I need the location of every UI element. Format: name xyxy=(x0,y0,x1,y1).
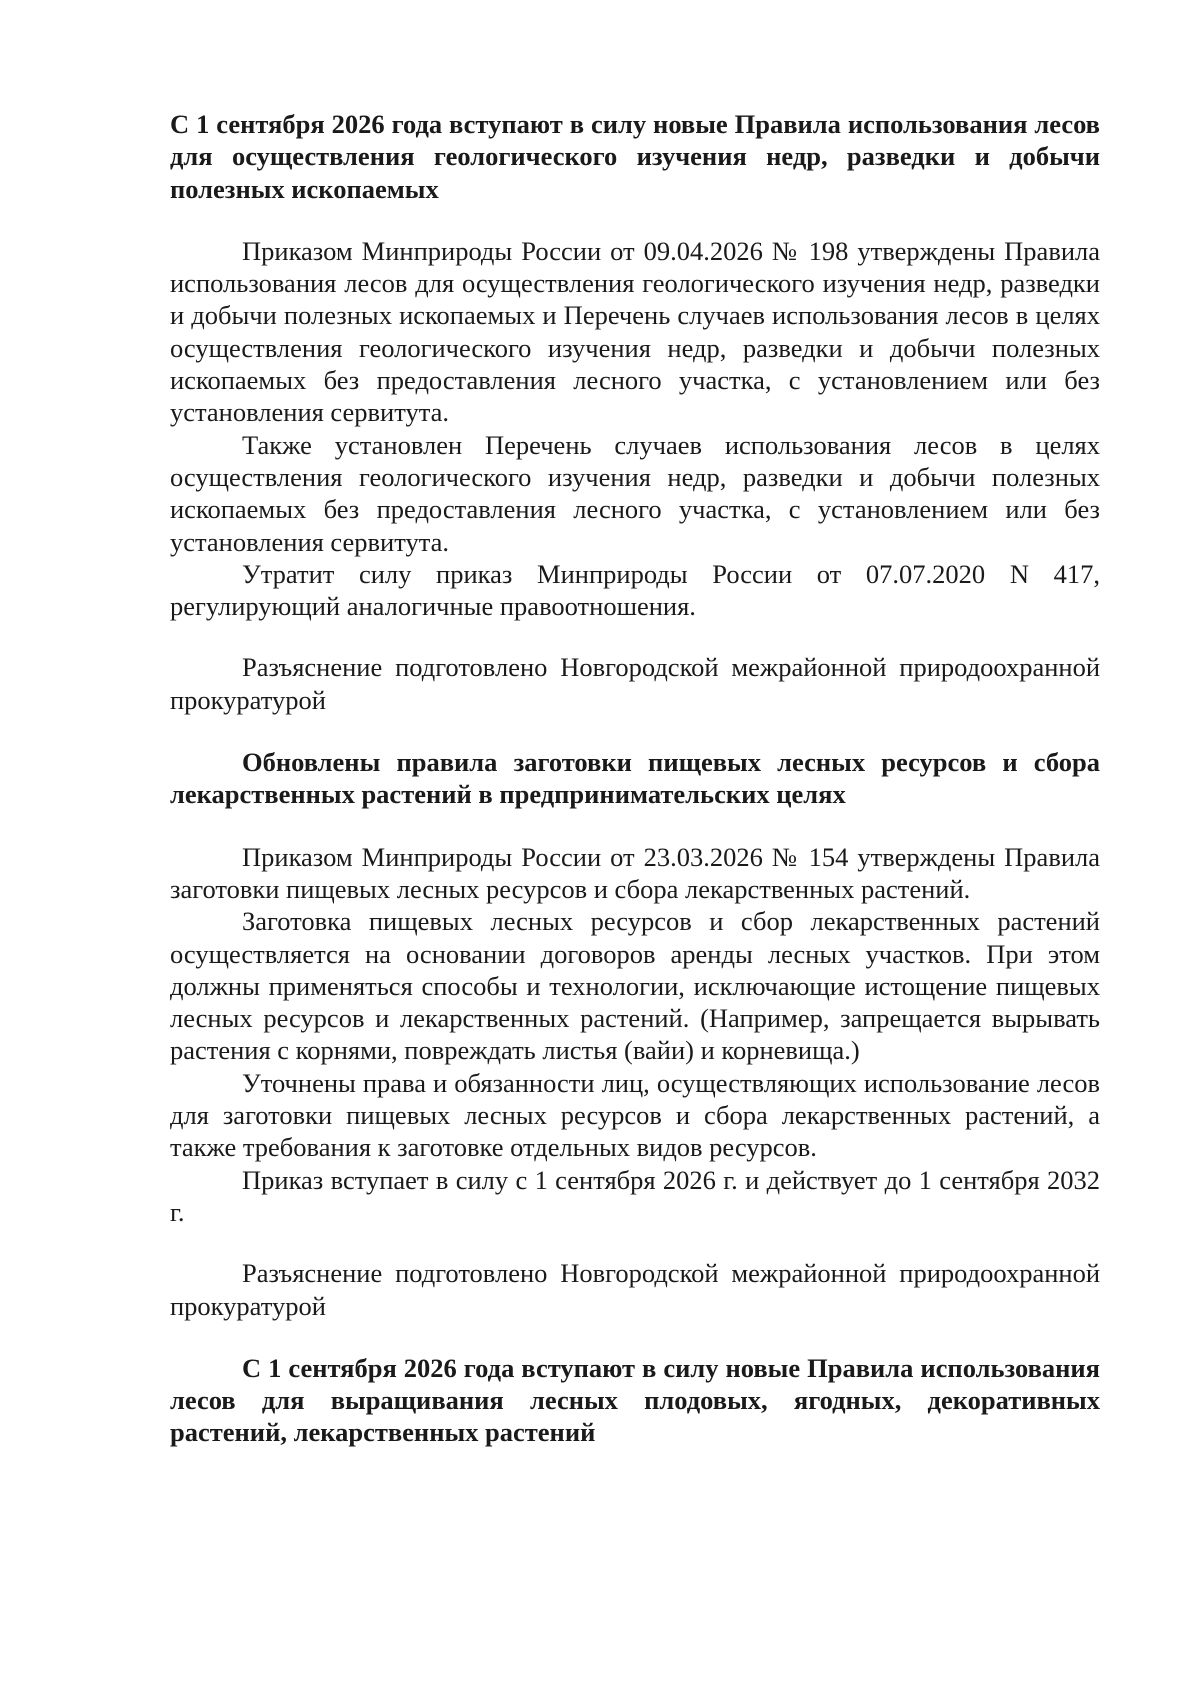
section-1-paragraph-1: Приказом Минприроды России от 09.04.2026 № 198 утверждены Правила использования лесов для осуществления геологического изучения недр, разведки и добычи полезных ископаемых и Перечень случаев использования лесов в целях осуществления геологического изучения недр, разведки и добычи полезных ископаемых без предоставления лесного участка, с установлением или без установления сервитута. xyxy=(170,235,1100,428)
section-1-paragraph-2: Также установлен Перечень случаев использования лесов в целях осуществления геологического изучения недр, разведки и добычи полезных ископаемых без предоставления лесного участка, с установлением или без установления сервитута. xyxy=(170,429,1100,557)
section-1-note: Разъяснение подготовлено Новгородской межрайонной природоохранной прокуратурой xyxy=(170,652,1100,715)
section-1-paragraph-3: Утратит силу приказ Минприроды России от 07.07.2020 N 417, регулирующий аналогичные правоотношения. xyxy=(170,558,1100,622)
section-2-paragraph-4: Приказ вступает в силу с 1 сентября 2026 г. и действует до 1 сентября 2032 г. xyxy=(170,1164,1100,1227)
section-2-title: Обновлены правила заготовки пищевых лесных ресурсов и сбора лекарственных растений в предпринимательских целях xyxy=(170,747,1100,810)
section-1-title: С 1 сентября 2026 года вступают в силу новые Правила использования лесов для осуществления геологического изучения недр, разведки и добычи полезных ископаемых xyxy=(170,109,1100,204)
section-2-paragraph-2: Заготовка пищевых лесных ресурсов и сбор лекарственных растений осуществляется на основании договоров аренды лесных участков. При этом должны применяться способы и технологии, исключающие истощение пищевых лесных ресурсов и лекарственных растений. (Например, запрещается вырывать растения с корнями, повреждать листья (вайи) и корневища.) xyxy=(170,906,1100,1066)
section-2-paragraph-3: Уточнены права и обязанности лиц, осуществляющих использование лесов для заготовки пищевых лесных ресурсов и сбора лекарственных растений, а также требования к заготовке отдельных видов ресурсов. xyxy=(170,1067,1100,1163)
section-2-note: Разъяснение подготовлено Новгородской межрайонной природоохранной прокуратурой xyxy=(170,1258,1100,1321)
section-2-paragraph-1: Приказом Минприроды России от 23.03.2026 № 154 утверждены Правила заготовки пищевых лесных ресурсов и сбора лекарственных растений. xyxy=(170,841,1100,904)
section-3-title: С 1 сентября 2026 года вступают в силу новые Правила использования лесов для выращивания лесных плодовых, ягодных, декоративных растений, лекарственных растений xyxy=(170,1352,1100,1448)
document-page xyxy=(170,108,1100,1449)
